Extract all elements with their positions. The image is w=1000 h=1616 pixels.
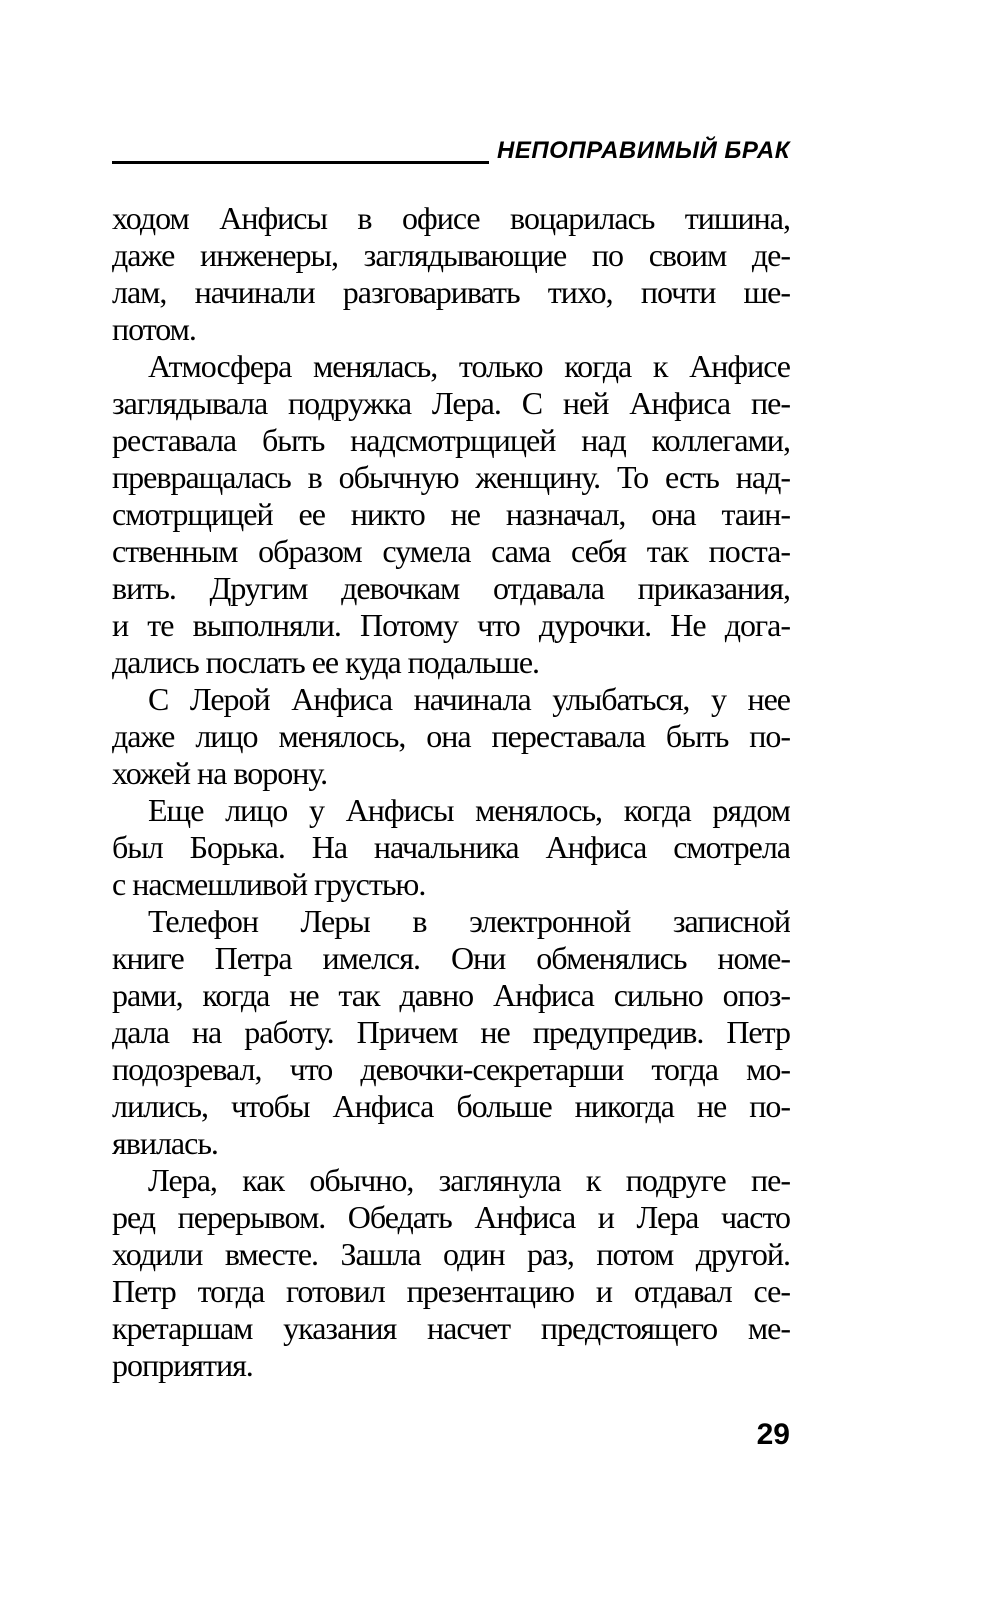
text-line: книге Петра имелся. Они обменялись номе- xyxy=(112,940,790,976)
text-line: ходили вместе. Зашла один раз, потом другой. xyxy=(112,1236,790,1272)
running-head-title: НЕПОПРАВИМЫЙ БРАК xyxy=(497,137,790,164)
text-line: даже инженеры, заглядывающие по своим де- xyxy=(112,237,790,273)
text-line: превращалась в обычную женщину. То есть над- xyxy=(112,459,790,495)
text-line: лам, начинали разговаривать тихо, почти ше- xyxy=(112,274,790,310)
text-line: ственным образом сумела сама себя так поста- xyxy=(112,533,790,569)
running-head xyxy=(112,133,790,165)
text-line: смотрщицей ее никто не назначал, она таин- xyxy=(112,496,790,532)
text-line: реставала быть надсмотрщицей над коллегами, xyxy=(112,422,790,458)
text-line: явилась. xyxy=(112,1125,218,1161)
text-line: Петр тогда готовил презентацию и отдавал се- xyxy=(112,1273,790,1309)
text-line: вить. Другим девочкам отдавала приказания, xyxy=(112,570,790,606)
text-line: потом. xyxy=(112,311,196,347)
text-line: дались послать ее куда подальше. xyxy=(112,644,540,680)
text-line: С Лерой Анфиса начинала улыбаться, у нее xyxy=(148,681,790,717)
page-number: 29 xyxy=(756,1418,790,1451)
text-line: роприятия. xyxy=(112,1347,253,1383)
text-line: Лера, как обычно, заглянула к подруге пе- xyxy=(148,1162,790,1198)
text-line: хожей на ворону. xyxy=(112,755,328,791)
text-line: кретаршам указания насчет предстоящего ме- xyxy=(112,1310,790,1346)
text-line: ходом Анфисы в офисе воцарилась тишина, xyxy=(112,200,790,236)
text-line: даже лицо менялось, она переставала быть по- xyxy=(112,718,790,754)
text-line: дала на работу. Причем не предупредив. Петр xyxy=(112,1014,790,1050)
text-block xyxy=(112,200,790,1384)
text-line: ред перерывом. Обедать Анфиса и Лера часто xyxy=(112,1199,790,1235)
text-line: лились, чтобы Анфиса больше никогда не по- xyxy=(112,1088,790,1124)
text-line: подозревал, что девочки-секретарши тогда мо- xyxy=(112,1051,790,1087)
text-line: рами, когда не так давно Анфиса сильно опоз- xyxy=(112,977,790,1013)
text-line: заглядывала подружка Лера. С ней Анфиса пе- xyxy=(112,385,790,421)
running-head-rule xyxy=(112,161,489,164)
text-line: и те выполняли. Потому что дурочки. Не дога- xyxy=(112,607,790,643)
text-line: Еще лицо у Анфисы менялось, когда рядом xyxy=(148,792,790,828)
text-line: с насмешливой грустью. xyxy=(112,866,426,902)
text-line: Атмосфера менялась, только когда к Анфисе xyxy=(148,348,790,384)
text-line: был Борька. На начальника Анфиса смотрела xyxy=(112,829,790,865)
text-line: Телефон Леры в электронной записной xyxy=(148,903,790,939)
